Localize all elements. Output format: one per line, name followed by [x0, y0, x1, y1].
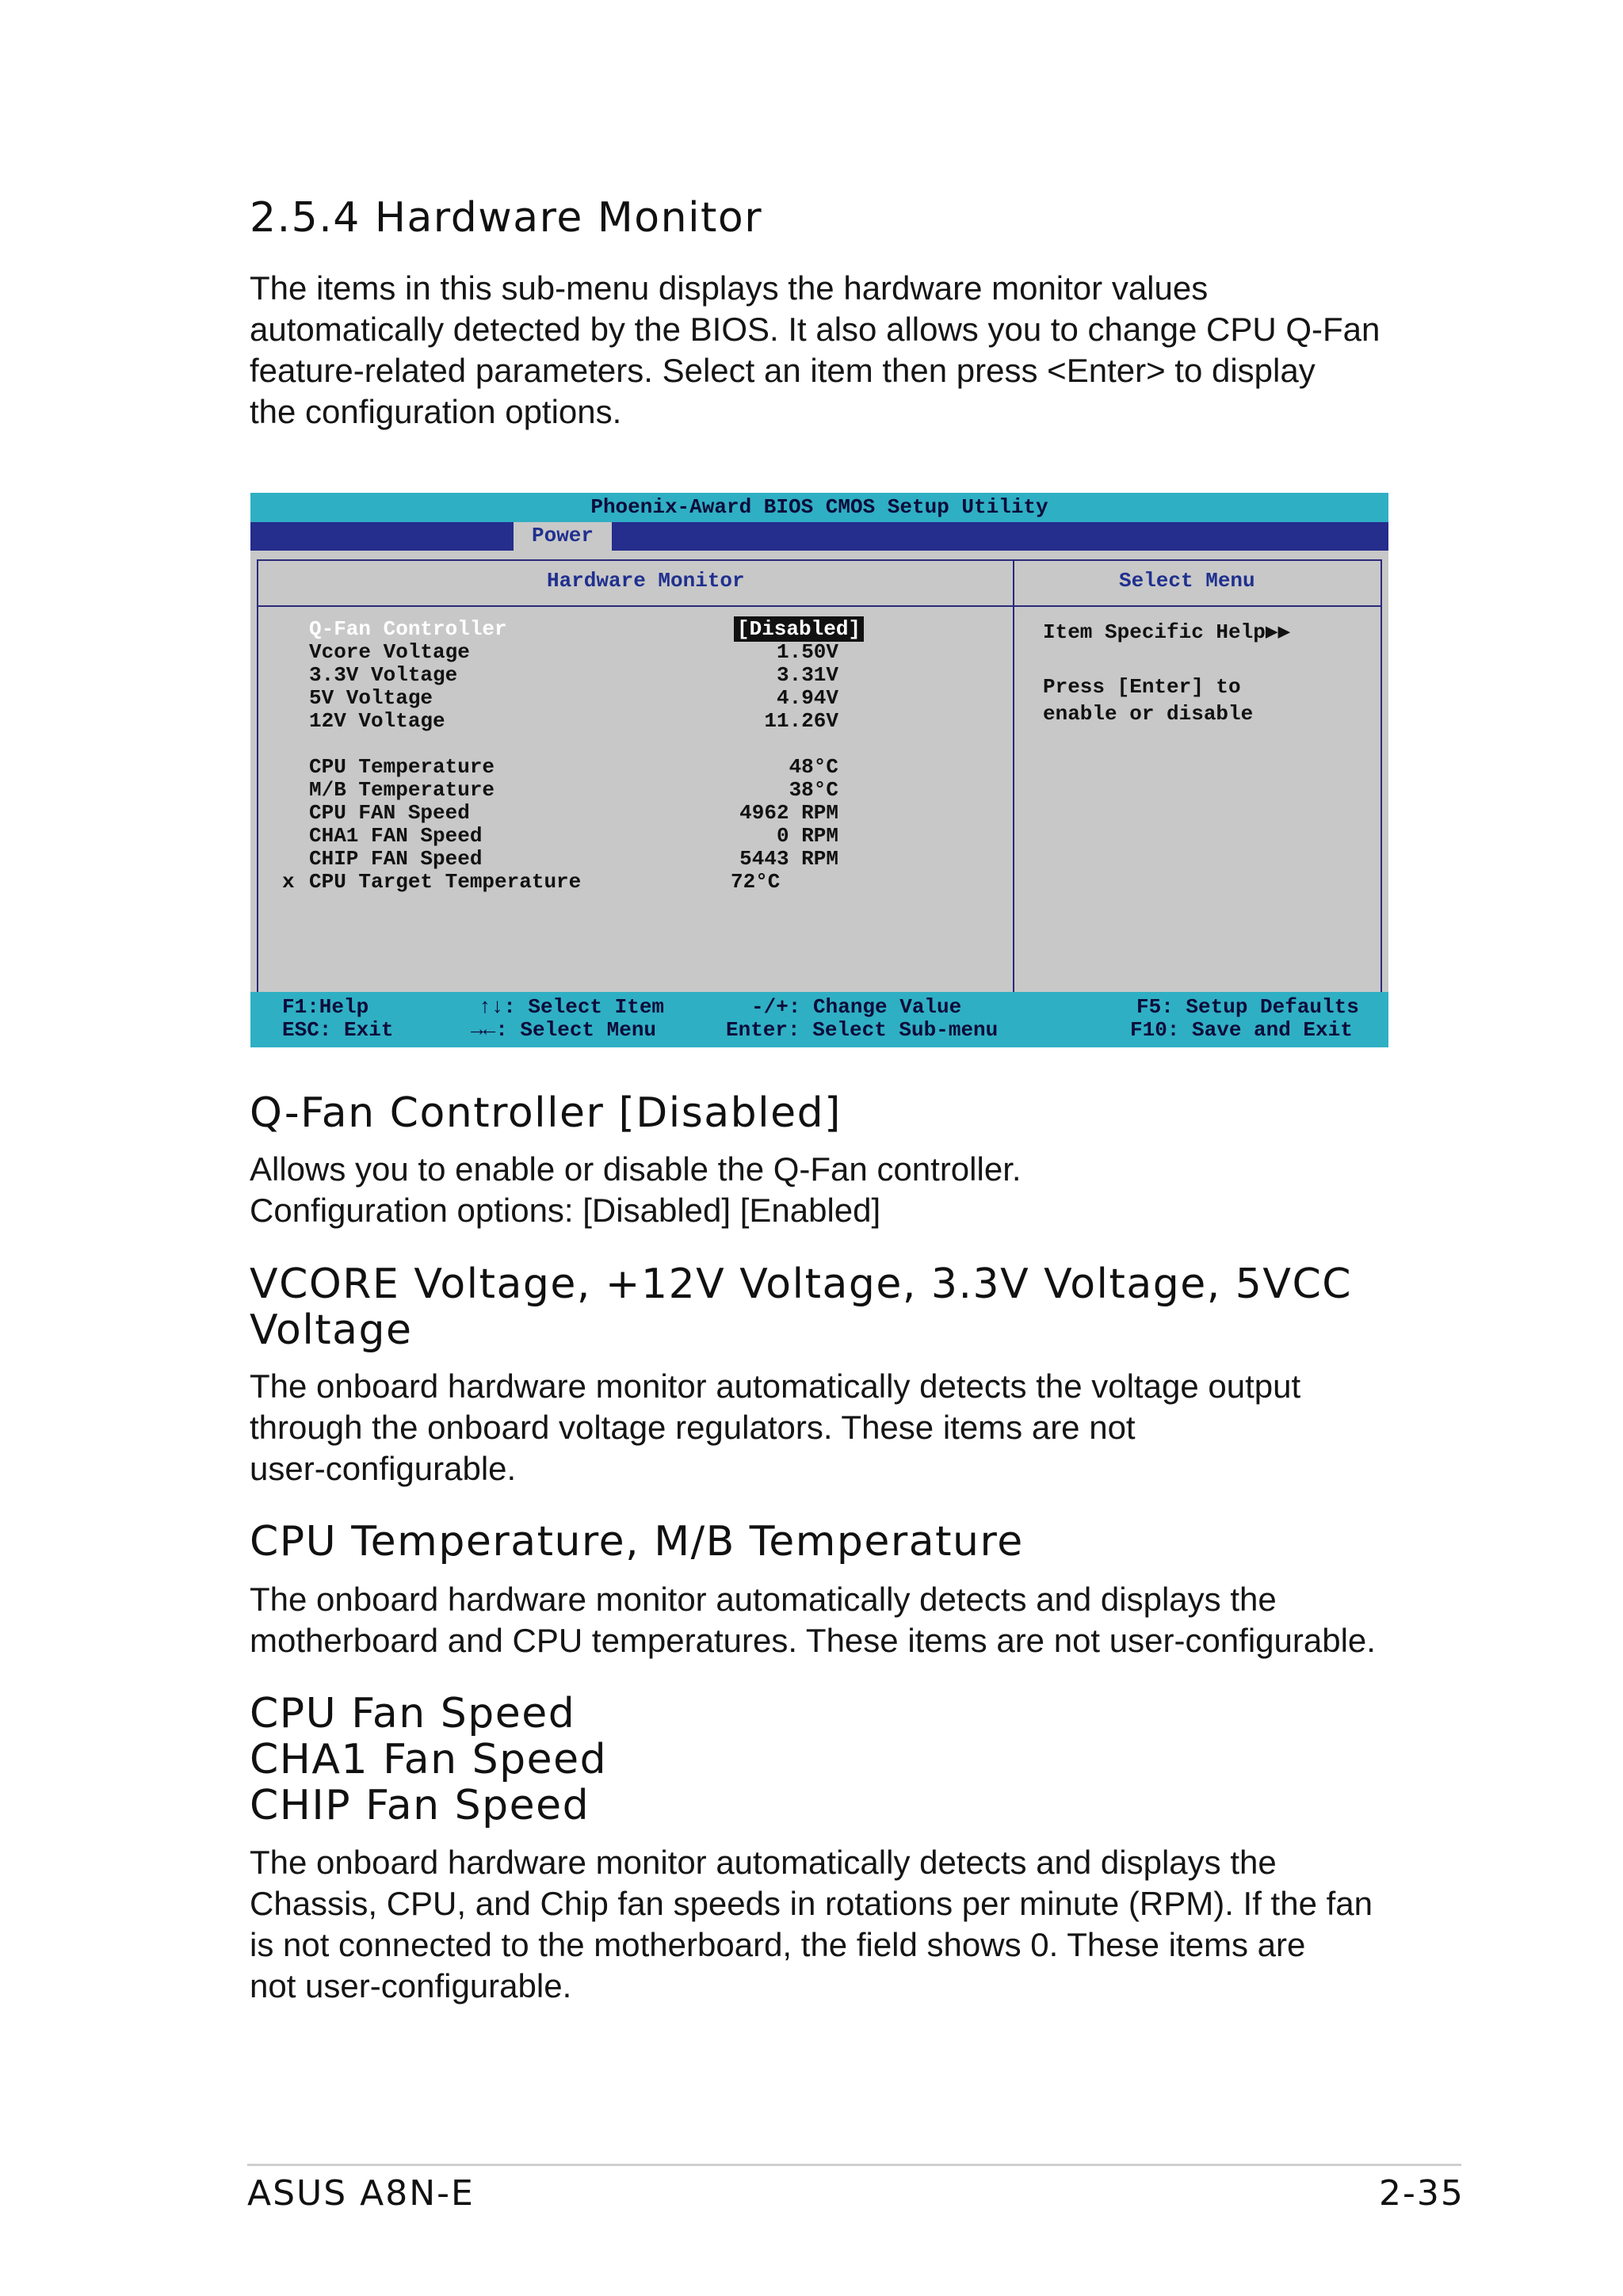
- fan-speed-heading: [250, 1691, 607, 1829]
- body-line: not user-configurable.: [250, 1967, 572, 2004]
- key-select-menu: →←: Select Menu: [471, 1018, 657, 1042]
- help-header: Select Menu: [1119, 569, 1255, 593]
- body-line: The onboard hardware monitor automatically detects the voltage output: [250, 1367, 1301, 1405]
- body-line: The onboard hardware monitor automatically detects and displays the: [250, 1844, 1277, 1881]
- panel-header: Hardware Monitor: [547, 569, 745, 593]
- intro-line: automatically detected by the BIOS. It also allows you to change CPU Q-Fan: [250, 311, 1381, 348]
- body-line: through the onboard voltage regulators. These items are not: [250, 1409, 1136, 1446]
- menu-item-chip-fan-speed: CHIP FAN Speed: [309, 847, 483, 871]
- q-fan-controller-value[interactable]: [734, 617, 861, 641]
- menu-item-q-fan-controller[interactable]: Q-Fan Controller: [309, 617, 507, 641]
- q-fan-controller-description: [250, 1149, 1391, 1231]
- key-setup-defaults: F5: Setup Defaults: [1136, 995, 1359, 1019]
- heading-line: VCORE Voltage, +12V Voltage, 3.3V Voltage, 5VCC: [250, 1261, 1353, 1308]
- key-exit: ESC: Exit: [282, 1018, 394, 1042]
- heading-line: CPU Fan Speed: [250, 1690, 576, 1737]
- body-line: motherboard and CPU temperatures. These items are not user-configurable.: [250, 1622, 1376, 1659]
- body-line: The onboard hardware monitor automatically detects and displays the: [250, 1581, 1277, 1618]
- help-title: Item Specific Help▶▶: [1043, 620, 1291, 644]
- item-value: 38°C: [789, 778, 838, 802]
- help-text: enable or disable: [1043, 702, 1254, 726]
- item-value: 11.26V: [764, 709, 838, 733]
- temperature-heading: CPU Temperature, M/B Temperature: [250, 1518, 1024, 1566]
- intro-line: the configuration options.: [250, 393, 622, 430]
- bios-header-rule: [258, 605, 1381, 607]
- bios-footer-bar: [250, 992, 1388, 1047]
- intro-line: The items in this sub-menu displays the hardware monitor values: [250, 269, 1209, 307]
- voltage-description: [250, 1366, 1391, 1489]
- item-value: 1.50V: [776, 640, 838, 664]
- selected-value[interactable]: [Disabled]: [734, 616, 864, 642]
- footer-rule: [247, 2164, 1461, 2166]
- body-line: is not connected to the motherboard, the field shows 0. These items are: [250, 1926, 1306, 1963]
- heading-line: CHA1 Fan Speed: [250, 1736, 608, 1783]
- menu-item-cpu-fan-speed: CPU FAN Speed: [309, 801, 470, 825]
- key-save-exit: F10: Save and Exit: [1130, 1018, 1353, 1042]
- body-line: Allows you to enable or disable the Q-Fan controller.: [250, 1150, 1022, 1188]
- item-value: 4.94V: [776, 686, 838, 710]
- menu-item-mb-temperature: M/B Temperature: [309, 778, 495, 802]
- body-line: Chassis, CPU, and Chip fan speeds in rotations per minute (RPM). If the fan: [250, 1885, 1373, 1922]
- bios-panel-divider: [1013, 561, 1014, 1001]
- item-value: 5443 RPM: [739, 847, 838, 871]
- q-fan-controller-heading: Q-Fan Controller [Disabled]: [250, 1089, 842, 1137]
- key-help: F1:Help: [282, 995, 369, 1019]
- fan-speed-description: [250, 1842, 1391, 2007]
- body-line: user-configurable.: [250, 1450, 517, 1487]
- key-select-item: ↑↓: Select Item: [479, 995, 665, 1019]
- bios-menu-bar: [250, 522, 1388, 551]
- body-line: Configuration options: [Disabled] [Enabled]: [250, 1192, 881, 1229]
- section-heading: 2.5.4 Hardware Monitor: [250, 194, 763, 242]
- voltage-heading: [250, 1261, 1352, 1353]
- key-change-value: -/+: Change Value: [751, 995, 962, 1019]
- bios-main-panel: [257, 559, 1382, 1003]
- footer-page-number: 2-35: [1379, 2173, 1465, 2214]
- item-value: 72°C: [731, 870, 781, 894]
- heading-line: Voltage: [250, 1306, 413, 1354]
- menu-item-5v-voltage: 5V Voltage: [309, 686, 433, 710]
- item-value: 4962 RPM: [739, 801, 838, 825]
- temperature-description: [250, 1579, 1391, 1661]
- menu-item-12v-voltage: 12V Voltage: [309, 709, 445, 733]
- item-value: 0 RPM: [776, 824, 838, 848]
- bios-screenshot: [250, 493, 1388, 1047]
- key-select-submenu: Enter: Select Sub-menu: [726, 1018, 999, 1042]
- item-value: 3.31V: [776, 663, 838, 687]
- menu-item-vcore-voltage: Vcore Voltage: [309, 640, 470, 664]
- disabled-marker: x: [282, 870, 295, 894]
- footer-product-name: ASUS A8N-E: [247, 2173, 475, 2214]
- menu-item-3v3-voltage: 3.3V Voltage: [309, 663, 458, 687]
- bios-title-bar: Phoenix-Award BIOS CMOS Setup Utility: [250, 493, 1388, 522]
- menu-item-cha1-fan-speed: CHA1 FAN Speed: [309, 824, 483, 848]
- help-text: Press [Enter] to: [1043, 675, 1241, 699]
- intro-paragraph: [250, 268, 1391, 433]
- menu-item-cpu-temperature: CPU Temperature: [309, 755, 495, 779]
- menu-item-cpu-target-temperature: CPU Target Temperature: [309, 870, 582, 894]
- heading-line: CHIP Fan Speed: [250, 1782, 590, 1829]
- item-value: 48°C: [789, 755, 838, 779]
- tab-power[interactable]: Power: [514, 522, 612, 551]
- intro-line: feature-related parameters. Select an item then press <Enter> to display: [250, 352, 1316, 389]
